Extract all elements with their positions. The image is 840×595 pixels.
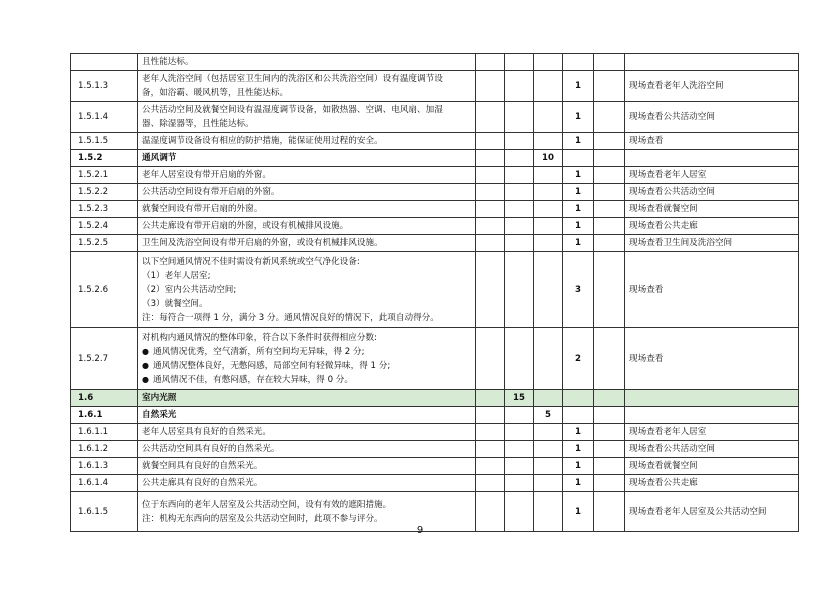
blank-cell bbox=[594, 218, 625, 235]
table-row bbox=[71, 328, 799, 390]
item-id: 1.5.1.5 bbox=[71, 133, 138, 150]
item-description bbox=[138, 458, 476, 475]
level-cell bbox=[476, 441, 505, 458]
level-cell bbox=[476, 71, 505, 102]
item-score: 1 bbox=[563, 424, 594, 441]
inspection-method: 现场查看 bbox=[625, 133, 799, 150]
description-line: （1）老年人居室; bbox=[142, 270, 211, 281]
item-score bbox=[563, 54, 594, 71]
blank-cell bbox=[594, 150, 625, 167]
table-body bbox=[71, 54, 799, 532]
page-number: 9 bbox=[416, 525, 424, 536]
subsection-score bbox=[534, 390, 563, 407]
item-description bbox=[138, 184, 476, 201]
section-score bbox=[505, 150, 534, 167]
item-id: 1.6.1 bbox=[71, 407, 138, 424]
table-row bbox=[71, 167, 799, 184]
item-id: 1.5.2.4 bbox=[71, 218, 138, 235]
description-line: （2）室内公共活动空间; bbox=[142, 284, 237, 295]
blank-cell bbox=[594, 235, 625, 252]
inspection-method: 现场查看公共活动空间 bbox=[625, 441, 799, 458]
item-description bbox=[138, 407, 476, 424]
description-line: 老年人居室设有带开启扇的外窗。 bbox=[142, 170, 271, 180]
inspection-method bbox=[625, 407, 799, 424]
item-score: 1 bbox=[563, 441, 594, 458]
criteria-table bbox=[70, 53, 799, 532]
table-row bbox=[71, 424, 799, 441]
description-line: ● 通风情况不佳，有憋闷感，存在较大异味，得 0 分。 bbox=[142, 373, 471, 387]
table-row bbox=[71, 102, 799, 133]
item-score: 1 bbox=[563, 71, 594, 102]
inspection-method: 现场查看老年人居室 bbox=[625, 424, 799, 441]
subsection-score bbox=[534, 458, 563, 475]
item-description bbox=[138, 201, 476, 218]
table-row bbox=[71, 54, 799, 71]
item-score: 2 bbox=[563, 328, 594, 390]
item-id: 1.5.2.6 bbox=[71, 252, 138, 328]
subsection-score bbox=[534, 54, 563, 71]
section-score bbox=[505, 328, 534, 390]
description-line: 老年人洗浴空间（包括居室卫生间内的洗浴区和公共洗浴空间）设有温度调节设 bbox=[142, 74, 443, 84]
item-description bbox=[138, 167, 476, 184]
blank-cell bbox=[594, 201, 625, 218]
level-cell bbox=[476, 390, 505, 407]
table-row bbox=[71, 201, 799, 218]
table-row bbox=[71, 235, 799, 252]
level-cell bbox=[476, 150, 505, 167]
item-id bbox=[71, 54, 138, 71]
level-cell bbox=[476, 424, 505, 441]
description-line: 通风调节 bbox=[142, 153, 177, 163]
section-score bbox=[505, 218, 534, 235]
subsection-score bbox=[534, 235, 563, 252]
inspection-method: 现场查看公共活动空间 bbox=[625, 102, 799, 133]
subsection-score: 10 bbox=[534, 150, 563, 167]
subsection-score bbox=[534, 133, 563, 150]
inspection-method: 现场查看公共活动空间 bbox=[625, 184, 799, 201]
description-line: 注：机构无东西向的居室及公共活动空间时，此项不参与评分。 bbox=[142, 513, 383, 524]
blank-cell bbox=[594, 71, 625, 102]
section-score bbox=[505, 201, 534, 218]
item-score: 3 bbox=[563, 252, 594, 328]
table-row bbox=[71, 184, 799, 201]
description-line: 公共活动空间及就餐空间设有温湿度调节设备，如散热器、空调、电风扇、加湿 bbox=[142, 105, 443, 115]
item-score bbox=[563, 407, 594, 424]
description-line: ● 通风情况整体良好，无憋闷感，局部空间有轻微异味，得 1 分; bbox=[142, 359, 471, 373]
item-id: 1.6 bbox=[71, 390, 138, 407]
table-row bbox=[71, 133, 799, 150]
description-line: 位于东西向的老年人居室及公共活动空间，设有有效的遮阳措施。 bbox=[142, 499, 392, 510]
level-cell bbox=[476, 184, 505, 201]
section-score bbox=[505, 475, 534, 492]
section-score bbox=[505, 167, 534, 184]
item-score: 1 bbox=[563, 218, 594, 235]
description-line: 且性能达标。 bbox=[142, 57, 194, 67]
item-id: 1.5.2.5 bbox=[71, 235, 138, 252]
subsection-score bbox=[534, 328, 563, 390]
section-score bbox=[505, 424, 534, 441]
item-score bbox=[563, 150, 594, 167]
table-row bbox=[71, 441, 799, 458]
level-cell bbox=[476, 167, 505, 184]
inspection-method: 现场查看 bbox=[625, 328, 799, 390]
item-description bbox=[138, 133, 476, 150]
item-id: 1.5.2 bbox=[71, 150, 138, 167]
section-score bbox=[505, 133, 534, 150]
item-id: 1.5.2.7 bbox=[71, 328, 138, 390]
item-id: 1.6.1.5 bbox=[71, 492, 138, 532]
item-score: 1 bbox=[563, 167, 594, 184]
description-line: 温湿度调节设备设有相应的防护措施，能保证使用过程的安全。 bbox=[142, 136, 383, 146]
blank-cell bbox=[594, 424, 625, 441]
blank-cell bbox=[594, 102, 625, 133]
item-description bbox=[138, 424, 476, 441]
blank-cell bbox=[594, 475, 625, 492]
level-cell bbox=[476, 458, 505, 475]
inspection-method bbox=[625, 54, 799, 71]
description-line: 就餐空间设有带开启扇的外窗。 bbox=[142, 204, 263, 214]
table-row bbox=[71, 218, 799, 235]
inspection-method: 现场查看卫生间及洗浴空间 bbox=[625, 235, 799, 252]
subsection-score: 5 bbox=[534, 407, 563, 424]
table-row bbox=[71, 150, 799, 167]
item-score: 1 bbox=[563, 458, 594, 475]
section-score bbox=[505, 54, 534, 71]
blank-cell bbox=[594, 458, 625, 475]
description-line: 公共活动空间具有良好的自然采光。 bbox=[142, 444, 280, 454]
item-description bbox=[138, 475, 476, 492]
inspection-method: 现场查看老年人居室 bbox=[625, 167, 799, 184]
item-score: 1 bbox=[563, 133, 594, 150]
description-line: 以下空间通风情况不佳时需设有新风系统或空气净化设备: bbox=[142, 256, 360, 267]
item-description bbox=[138, 71, 476, 102]
item-score: 1 bbox=[563, 201, 594, 218]
description-line: （3）就餐空间。 bbox=[142, 298, 208, 309]
description-line: 就餐空间具有良好的自然采光。 bbox=[142, 461, 263, 471]
section-score bbox=[505, 102, 534, 133]
item-score: 1 bbox=[563, 475, 594, 492]
item-score: 1 bbox=[563, 492, 594, 532]
description-line: 公共走廊具有良好的自然采光。 bbox=[142, 478, 263, 488]
description-line: 对机构内通风情况的整体印象，符合以下条件时获得相应分数: bbox=[142, 332, 377, 343]
description-line: 公共走廊设有带开启扇的外窗，或设有机械排风设施。 bbox=[142, 221, 349, 231]
item-description bbox=[138, 150, 476, 167]
subsection-score bbox=[534, 167, 563, 184]
blank-cell bbox=[594, 252, 625, 328]
item-id: 1.5.2.2 bbox=[71, 184, 138, 201]
item-id: 1.6.1.3 bbox=[71, 458, 138, 475]
table-row bbox=[71, 475, 799, 492]
level-cell bbox=[476, 252, 505, 328]
section-score bbox=[505, 458, 534, 475]
inspection-method: 现场查看老年人居室及公共活动空间 bbox=[625, 492, 799, 532]
description-line: 公共活动空间设有带开启扇的外窗。 bbox=[142, 187, 280, 197]
item-id: 1.5.1.4 bbox=[71, 102, 138, 133]
item-id: 1.5.1.3 bbox=[71, 71, 138, 102]
item-score bbox=[563, 390, 594, 407]
item-description bbox=[138, 218, 476, 235]
subsection-score bbox=[534, 424, 563, 441]
section-score bbox=[505, 235, 534, 252]
table-row bbox=[71, 71, 799, 102]
inspection-method bbox=[625, 150, 799, 167]
blank-cell bbox=[594, 407, 625, 424]
description-line: 备，如浴霸、暖风机等，且性能达标。 bbox=[142, 88, 289, 98]
inspection-method: 现场查看老年人洗浴空间 bbox=[625, 71, 799, 102]
subsection-score bbox=[534, 252, 563, 328]
item-description bbox=[138, 328, 476, 390]
inspection-method: 现场查看公共走廊 bbox=[625, 218, 799, 235]
item-score: 1 bbox=[563, 235, 594, 252]
item-description bbox=[138, 441, 476, 458]
section-score bbox=[505, 184, 534, 201]
table-row bbox=[71, 252, 799, 328]
subsection-score bbox=[534, 201, 563, 218]
inspection-method: 现场查看就餐空间 bbox=[625, 201, 799, 218]
blank-cell bbox=[594, 328, 625, 390]
description-line: ● 通风情况优秀，空气清新，所有空间均无异味，得 2 分; bbox=[142, 345, 471, 359]
subsection-score bbox=[534, 441, 563, 458]
level-cell bbox=[476, 54, 505, 71]
table-row bbox=[71, 458, 799, 475]
section-score bbox=[505, 71, 534, 102]
item-id: 1.6.1.4 bbox=[71, 475, 138, 492]
blank-cell bbox=[594, 133, 625, 150]
inspection-method bbox=[625, 390, 799, 407]
blank-cell bbox=[594, 54, 625, 71]
item-id: 1.5.2.3 bbox=[71, 201, 138, 218]
description-line: 老年人居室具有良好的自然采光。 bbox=[142, 427, 271, 437]
item-score: 1 bbox=[563, 184, 594, 201]
subsection-score bbox=[534, 184, 563, 201]
level-cell bbox=[476, 235, 505, 252]
section-score: 15 bbox=[505, 390, 534, 407]
description-line: 卫生间及洗浴空间设有带开启扇的外窗，或设有机械排风设施。 bbox=[142, 238, 383, 248]
blank-cell bbox=[594, 390, 625, 407]
inspection-method: 现场查看就餐空间 bbox=[625, 458, 799, 475]
description-line: 注：每符合一项得 1 分，满分 3 分。通风情况良好的情况下，此项自动得分。 bbox=[142, 312, 439, 323]
blank-cell bbox=[594, 441, 625, 458]
item-description bbox=[138, 54, 476, 71]
level-cell bbox=[476, 475, 505, 492]
item-description bbox=[138, 102, 476, 133]
inspection-method: 现场查看公共走廊 bbox=[625, 475, 799, 492]
description-line: 自然采光 bbox=[142, 410, 177, 420]
blank-cell bbox=[594, 184, 625, 201]
section-score bbox=[505, 407, 534, 424]
item-description bbox=[138, 235, 476, 252]
item-description bbox=[138, 390, 476, 407]
subsection-score bbox=[534, 71, 563, 102]
subsection-score bbox=[534, 218, 563, 235]
subsection-score bbox=[534, 475, 563, 492]
level-cell bbox=[476, 133, 505, 150]
item-score: 1 bbox=[563, 102, 594, 133]
section-score bbox=[505, 441, 534, 458]
blank-cell bbox=[594, 167, 625, 184]
level-cell bbox=[476, 407, 505, 424]
level-cell bbox=[476, 102, 505, 133]
table-row bbox=[71, 390, 799, 407]
level-cell bbox=[476, 218, 505, 235]
subsection-score bbox=[534, 102, 563, 133]
description-line: 室内光照 bbox=[142, 393, 177, 403]
item-id: 1.6.1.1 bbox=[71, 424, 138, 441]
table-row bbox=[71, 407, 799, 424]
item-id: 1.6.1.2 bbox=[71, 441, 138, 458]
section-score bbox=[505, 252, 534, 328]
level-cell bbox=[476, 328, 505, 390]
item-id: 1.5.2.1 bbox=[71, 167, 138, 184]
inspection-method: 现场查看 bbox=[625, 252, 799, 328]
item-description bbox=[138, 252, 476, 328]
description-line: 器、除湿器等，且性能达标。 bbox=[142, 119, 254, 129]
level-cell bbox=[476, 201, 505, 218]
